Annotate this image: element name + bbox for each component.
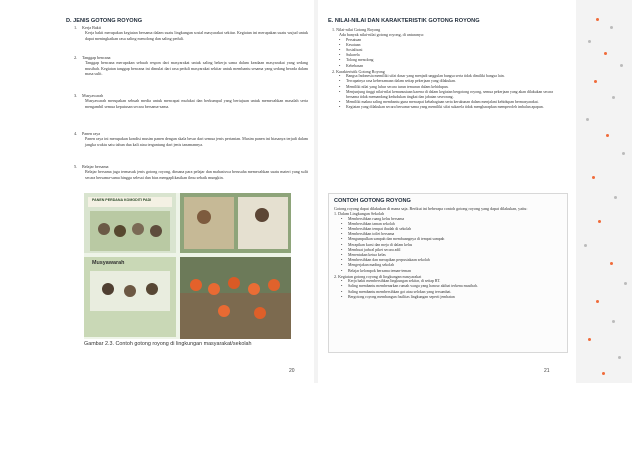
school-example-item: • Belajar kelompok bersama teman-teman <box>341 269 562 274</box>
school-number: 1. <box>334 211 339 217</box>
community-example-item: • Saling membantu membenarkan rumah warga yang hancur akibat terkena musibah. <box>341 284 562 289</box>
photo-collage <box>84 193 291 339</box>
decorative-dot <box>592 176 595 179</box>
page-number-left: 20 <box>289 368 295 374</box>
jenis-item-body: Tanggap bencana merupakan sebuah respon dari masyarakat untuk saling bekerja sama dalam keadaan masyarakat yang sedang musibah. Kegiatan tanggap bencana ini dimulai dari rasa peduli masyarakat sekitar untuk membantu sesama yang sedang berada dalam masa sulit. <box>85 60 308 76</box>
jenis-item-body: Belajar bersama juga termasuk jenis gotong royong, dimana para pelajar dan mahasiswa berusaha memecahkan suatu materi yang sulit secara bersama-sama hingga selesai dan bias mengaplikasikan ilmu sebaik mungkin. <box>85 169 308 180</box>
page-number-right: 21 <box>544 368 550 374</box>
characteristic-item: • Tercapainya rasa kebersamaan dalam setiap pekerjaan yang dilakukan. <box>339 79 562 84</box>
decorative-dot <box>612 320 615 323</box>
characteristic-item: • Kegiatan yang dilakukan secara bersama-sama yang memiliki sifat sukarela tidak mengharapkan memperoleh imbalan apapun. <box>339 105 562 110</box>
decorative-dot <box>588 338 591 341</box>
decorative-dot <box>596 18 599 21</box>
jenis-item-body: Panen raya ini merupakan kondisi musim panen dengan skala besar dari semua jenis pertanian. Musim panen ini biasanya terjadi dalam jangka waktu satu tahun dua kali atau tergantung dari jenis tanamannya. <box>85 136 308 147</box>
value-item: • Tolong menolong <box>339 58 562 63</box>
value-item: • Sosialisasi <box>339 48 562 53</box>
jenis-item <box>74 93 308 109</box>
section-heading-e: E. NILAI-NILAI DAN KARAKTERISTIK GOTONG ROYONG <box>328 18 480 24</box>
school-example-item: • Merapikan kursi dan meja di dalam kelas <box>341 243 562 248</box>
decorative-dot <box>594 80 597 83</box>
jenis-item-title: Tanggap bencana <box>82 55 111 60</box>
decorative-dot <box>624 282 627 285</box>
jenis-item-number: 5. <box>74 164 78 169</box>
jenis-item-number: 1. <box>74 25 78 30</box>
characteristic-item: • Memiliki makna saling membantu guna mencapai kebahagiaan serta kerukunan dalam menjalani kehidupan bermasyarakat. <box>339 100 562 105</box>
decorative-dot <box>610 26 613 29</box>
example-intro: Gotong royong dapat dilakukan di mana saja. Berikut ini beberapa contoh gotong royong yang dapat dilakukan, yaitu: <box>334 206 528 211</box>
decorative-dot <box>614 196 617 199</box>
jenis-item-body: Musyawarah merupakan sebuah media untuk mencapai mufakat dan berkumpul yang bertujuan untuk memecahkan masalah serta mengambil semua keputusan secara bersama-sama. <box>85 98 308 109</box>
jenis-item-number: 3. <box>74 93 78 98</box>
school-example-item: • Membersihkan taman sekolah <box>341 222 562 227</box>
school-example-item: • Membersihkan tempat ibadah di sekolah <box>341 227 562 232</box>
school-example-item: • Membersihkan toilet bersama <box>341 232 562 237</box>
sec1-intro: Ada banyak nilai-nilai gotong royong, di antaranya: <box>339 32 424 38</box>
school-example-item: • Membersihkan dan merapikan perpustakaan sekolah <box>341 258 562 263</box>
photo-label: Musyawarah <box>92 260 125 266</box>
school-example-item: • Membersihkan ruang kelas bersama <box>341 217 562 222</box>
jenis-item-title: Panen raya <box>82 131 101 136</box>
decorative-dot <box>610 262 613 265</box>
photo-collage-image <box>84 193 291 339</box>
jenis-item-title: Kerja Bakti <box>82 25 101 30</box>
school-title: Dalam Lingkungan Sekolah <box>338 211 385 217</box>
school-example-item: • Menentukan ketua kelas <box>341 253 562 258</box>
value-item: • Persatuan <box>339 38 562 43</box>
characteristic-item: • Memiliki nilai yang luhur secara turun temurun dalam kehidupan. <box>339 85 562 90</box>
example-heading: CONTOH GOTONG ROYONG <box>334 198 411 204</box>
section-heading-d: D. JENIS GOTONG ROYONG <box>66 18 143 24</box>
jenis-item-number: 4. <box>74 131 78 136</box>
community-example-item: • Bergotong royong membangun fasilitas lingkungan seperti jembatan <box>341 295 562 300</box>
school-list <box>334 217 562 274</box>
decorative-dots-panel <box>576 0 632 383</box>
example-body <box>334 206 562 300</box>
decorative-dot <box>584 244 587 247</box>
community-number: 2. <box>334 273 339 279</box>
community-example-item: • Saling membantu membersihkan got atau selokan yang tersumbat. <box>341 290 562 295</box>
decorative-dot <box>598 220 601 223</box>
characteristic-item: • Bangsa Indonesia memiliki sifat dasar yang menjadi unggulan bangsa serta tidak dimiliki bangsa lain. <box>339 74 562 79</box>
sec1-block <box>332 27 562 111</box>
figure-caption: Gambar 2.3. Contoh gotong royong di lingkungan masyarakat/sekolah <box>84 341 252 347</box>
decorative-dot <box>618 356 621 359</box>
jenis-item-title: Belajar bersama <box>82 164 109 169</box>
decorative-dot <box>586 118 589 121</box>
school-example-item: • Membuat jadwal piket secara adil <box>341 248 562 253</box>
values-list <box>332 38 562 69</box>
decorative-dot <box>612 96 615 99</box>
sec2-title: Karakteristik Gotong Royong <box>336 68 385 74</box>
photo-banner-text: PANEN PERDANA KOMODITI PADI <box>92 198 152 202</box>
jenis-item <box>74 55 308 76</box>
school-example-item: • Mengumpulkan sampah dan membuangnya di tempat sampah <box>341 237 562 242</box>
school-example-item: • Mengerjakan mading sekolah <box>341 263 562 268</box>
characteristics-list <box>332 74 562 110</box>
jenis-item <box>74 164 308 180</box>
decorative-dot <box>606 134 609 137</box>
decorative-dot <box>588 40 591 43</box>
jenis-item-title: Musyawarah <box>82 93 104 98</box>
decorative-dot <box>604 52 607 55</box>
sec2-number: 2. <box>332 68 337 74</box>
jenis-item-body: Kerja bakti merupakan kegiatan bersama dalam suatu lingkungan sosial masyarakat sekitar. Kegiatan ini merupakan suatu wujud untuk dapat meningkatkan rasa saling menolong dan saling peduli. <box>85 30 308 41</box>
jenis-item <box>74 131 308 147</box>
characteristic-item: • Menjunjung tinggi nilai-nilai kemanusiaan karena di dalam kegiatan bergotong royong, semua pekerjaan yang akan dilakukan secara bersama tidak memandang kedudukan tingkat dan jabatan seseorang. <box>339 90 562 100</box>
value-item: • Kebebasan <box>339 64 562 69</box>
community-list <box>334 279 562 300</box>
example-box <box>328 193 568 353</box>
sec1-title: Nilai-nilai Gotong Royong <box>336 27 381 32</box>
decorative-dot <box>622 152 625 155</box>
decorative-dot <box>602 372 605 375</box>
decorative-dot <box>596 300 599 303</box>
value-item: • Sukarela <box>339 53 562 58</box>
sec1-number: 1. <box>332 27 337 32</box>
decorative-dot <box>620 64 623 67</box>
value-item: • Kesatuan <box>339 43 562 48</box>
community-example-item: • Kerja bakti membersihkan lingkungan sekitar, di setiap RT. <box>341 279 562 284</box>
community-title: Kegiatan gotong royong di lingkungan masyarakat <box>338 273 422 279</box>
jenis-item-number: 2. <box>74 55 78 60</box>
jenis-item <box>74 25 308 41</box>
